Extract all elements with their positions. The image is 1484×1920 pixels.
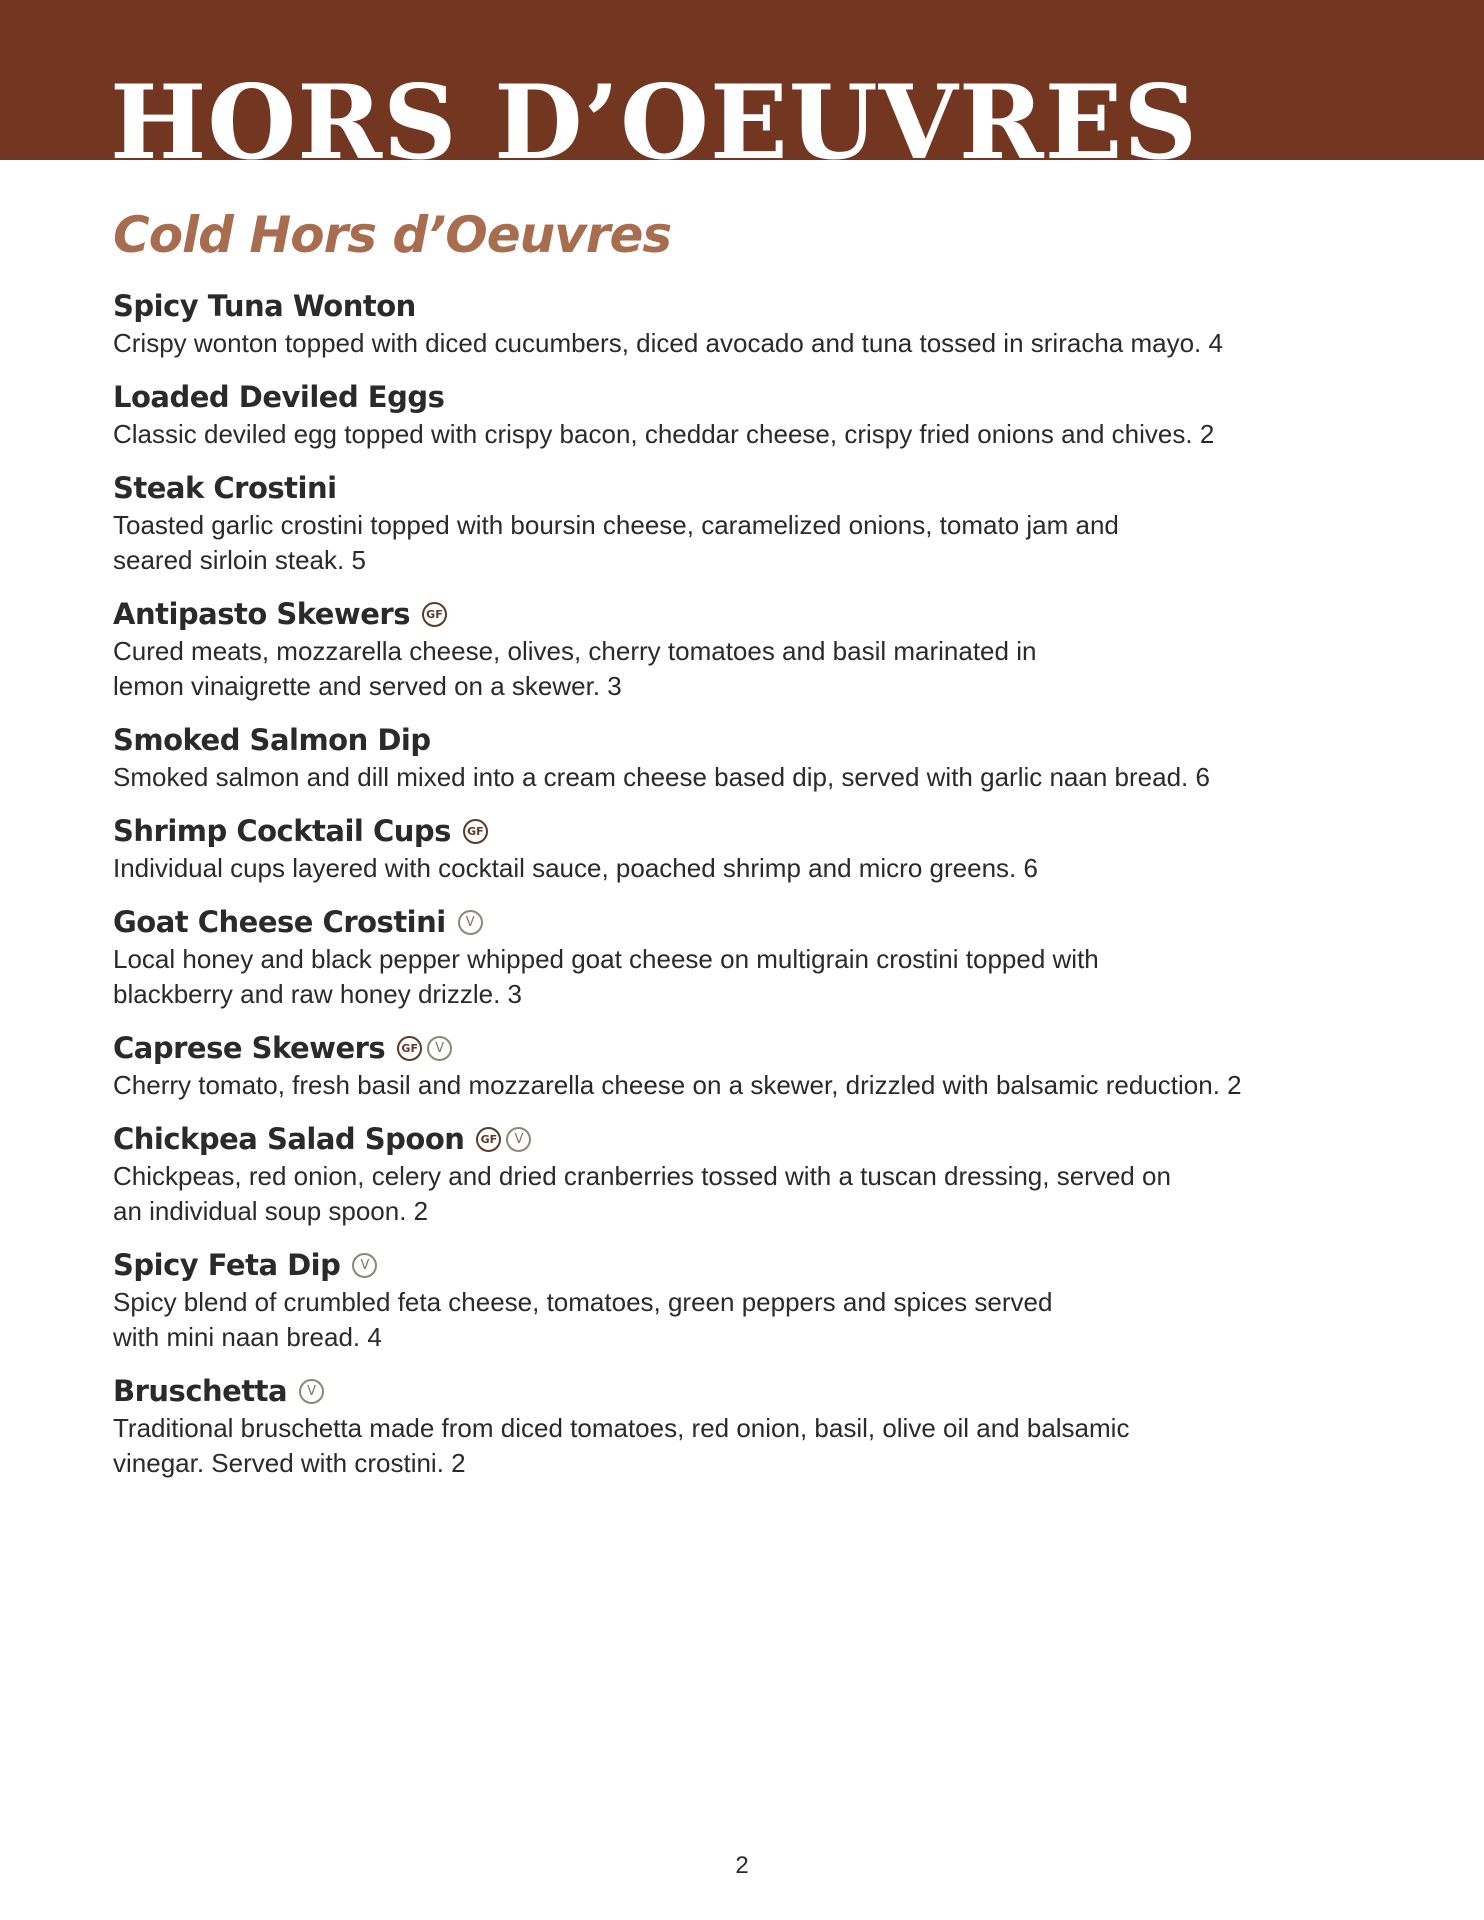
menu-item-shrimp-cocktail-cups (113, 811, 1353, 886)
menu-item-goat-cheese-crostini (113, 902, 1353, 1012)
item-description: Classic deviled egg topped with crispy bacon, cheddar cheese, crispy fried onions and chives. 2 (113, 419, 1215, 449)
vegetarian-icon: V (352, 1253, 377, 1278)
item-description: Spicy blend of crumbled feta cheese, tomatoes, green peppers and spices served with mini naan bread. 4 (113, 1287, 1053, 1352)
item-description: Toasted garlic crostini topped with boursin cheese, caramelized onions, tomato jam and seared sirloin steak. 5 (113, 510, 1119, 575)
item-name: Chickpea Salad Spoon (113, 1122, 465, 1156)
item-name: Steak Crostini (113, 471, 337, 505)
menu-item-chickpea-salad-spoon (113, 1119, 1353, 1229)
menu-item-spicy-feta-dip (113, 1245, 1353, 1355)
item-description: Individual cups layered with cocktail sauce, poached shrimp and micro greens. 6 (113, 853, 1038, 883)
gluten-free-icon: GF (422, 602, 447, 627)
section-title: Cold Hors d’Oeuvres (113, 206, 672, 264)
item-description: Cherry tomato, fresh basil and mozzarella cheese on a skewer, drizzled with balsamic reduction. 2 (113, 1070, 1242, 1100)
item-description: Local honey and black pepper whipped goat cheese on multigrain crostini topped with blackberry and raw honey drizzle. 3 (113, 944, 1099, 1009)
item-name: Loaded Deviled Eggs (113, 380, 445, 414)
page-number: 2 (735, 1852, 749, 1879)
item-name: Shrimp Cocktail Cups (113, 814, 451, 848)
item-name: Caprese Skewers (113, 1031, 386, 1065)
item-name: Antipasto Skewers (113, 597, 410, 631)
item-name-row (113, 1119, 1353, 1159)
menu-item-caprese-skewers (113, 1028, 1353, 1103)
item-name: Bruschetta (113, 1374, 288, 1408)
menu-item-bruschetta (113, 1371, 1353, 1481)
item-name-row (113, 811, 1353, 851)
item-name: Spicy Feta Dip (113, 1248, 341, 1282)
item-description: Smoked salmon and dill mixed into a cream cheese based dip, served with garlic naan bread. 6 (113, 762, 1210, 792)
page-title: HORS D’OEUVRES (110, 63, 1198, 160)
item-name-row (113, 1245, 1353, 1285)
gluten-free-icon: GF (463, 819, 488, 844)
vegetarian-icon: V (299, 1379, 324, 1404)
item-name: Smoked Salmon Dip (113, 723, 431, 757)
header-banner (0, 0, 1484, 160)
item-description: Crispy wonton topped with diced cucumbers, diced avocado and tuna tossed in sriracha mayo. 4 (113, 328, 1223, 358)
item-name-row (113, 902, 1353, 942)
item-name-row (113, 594, 1353, 634)
gluten-free-icon: GF (476, 1127, 501, 1152)
menu-item-spicy-tuna-wonton (113, 286, 1353, 361)
menu-item-steak-crostini (113, 468, 1353, 578)
menu-item-smoked-salmon-dip (113, 720, 1353, 795)
menu-list (113, 286, 1353, 1481)
item-name: Spicy Tuna Wonton (113, 289, 416, 323)
vegetarian-icon: V (458, 910, 483, 935)
item-name: Goat Cheese Crostini (113, 905, 446, 939)
vegetarian-icon: V (506, 1127, 531, 1152)
item-description: Traditional bruschetta made from diced tomatoes, red onion, basil, olive oil and balsamic vinegar. Served with crostini. 2 (113, 1413, 1130, 1478)
item-description: Cured meats, mozzarella cheese, olives, cherry tomatoes and basil marinated in lemon vinaigrette and served on a skewer. 3 (113, 636, 1037, 701)
item-description: Chickpeas, red onion, celery and dried cranberries tossed with a tuscan dressing, served on an individual soup spoon. 2 (113, 1161, 1171, 1226)
item-name-row (113, 1371, 1353, 1411)
vegetarian-icon: V (427, 1036, 452, 1061)
menu-item-antipasto-skewers (113, 594, 1353, 704)
item-name-row (113, 1028, 1353, 1068)
gluten-free-icon: GF (397, 1036, 422, 1061)
menu-item-loaded-deviled-eggs (113, 377, 1353, 452)
